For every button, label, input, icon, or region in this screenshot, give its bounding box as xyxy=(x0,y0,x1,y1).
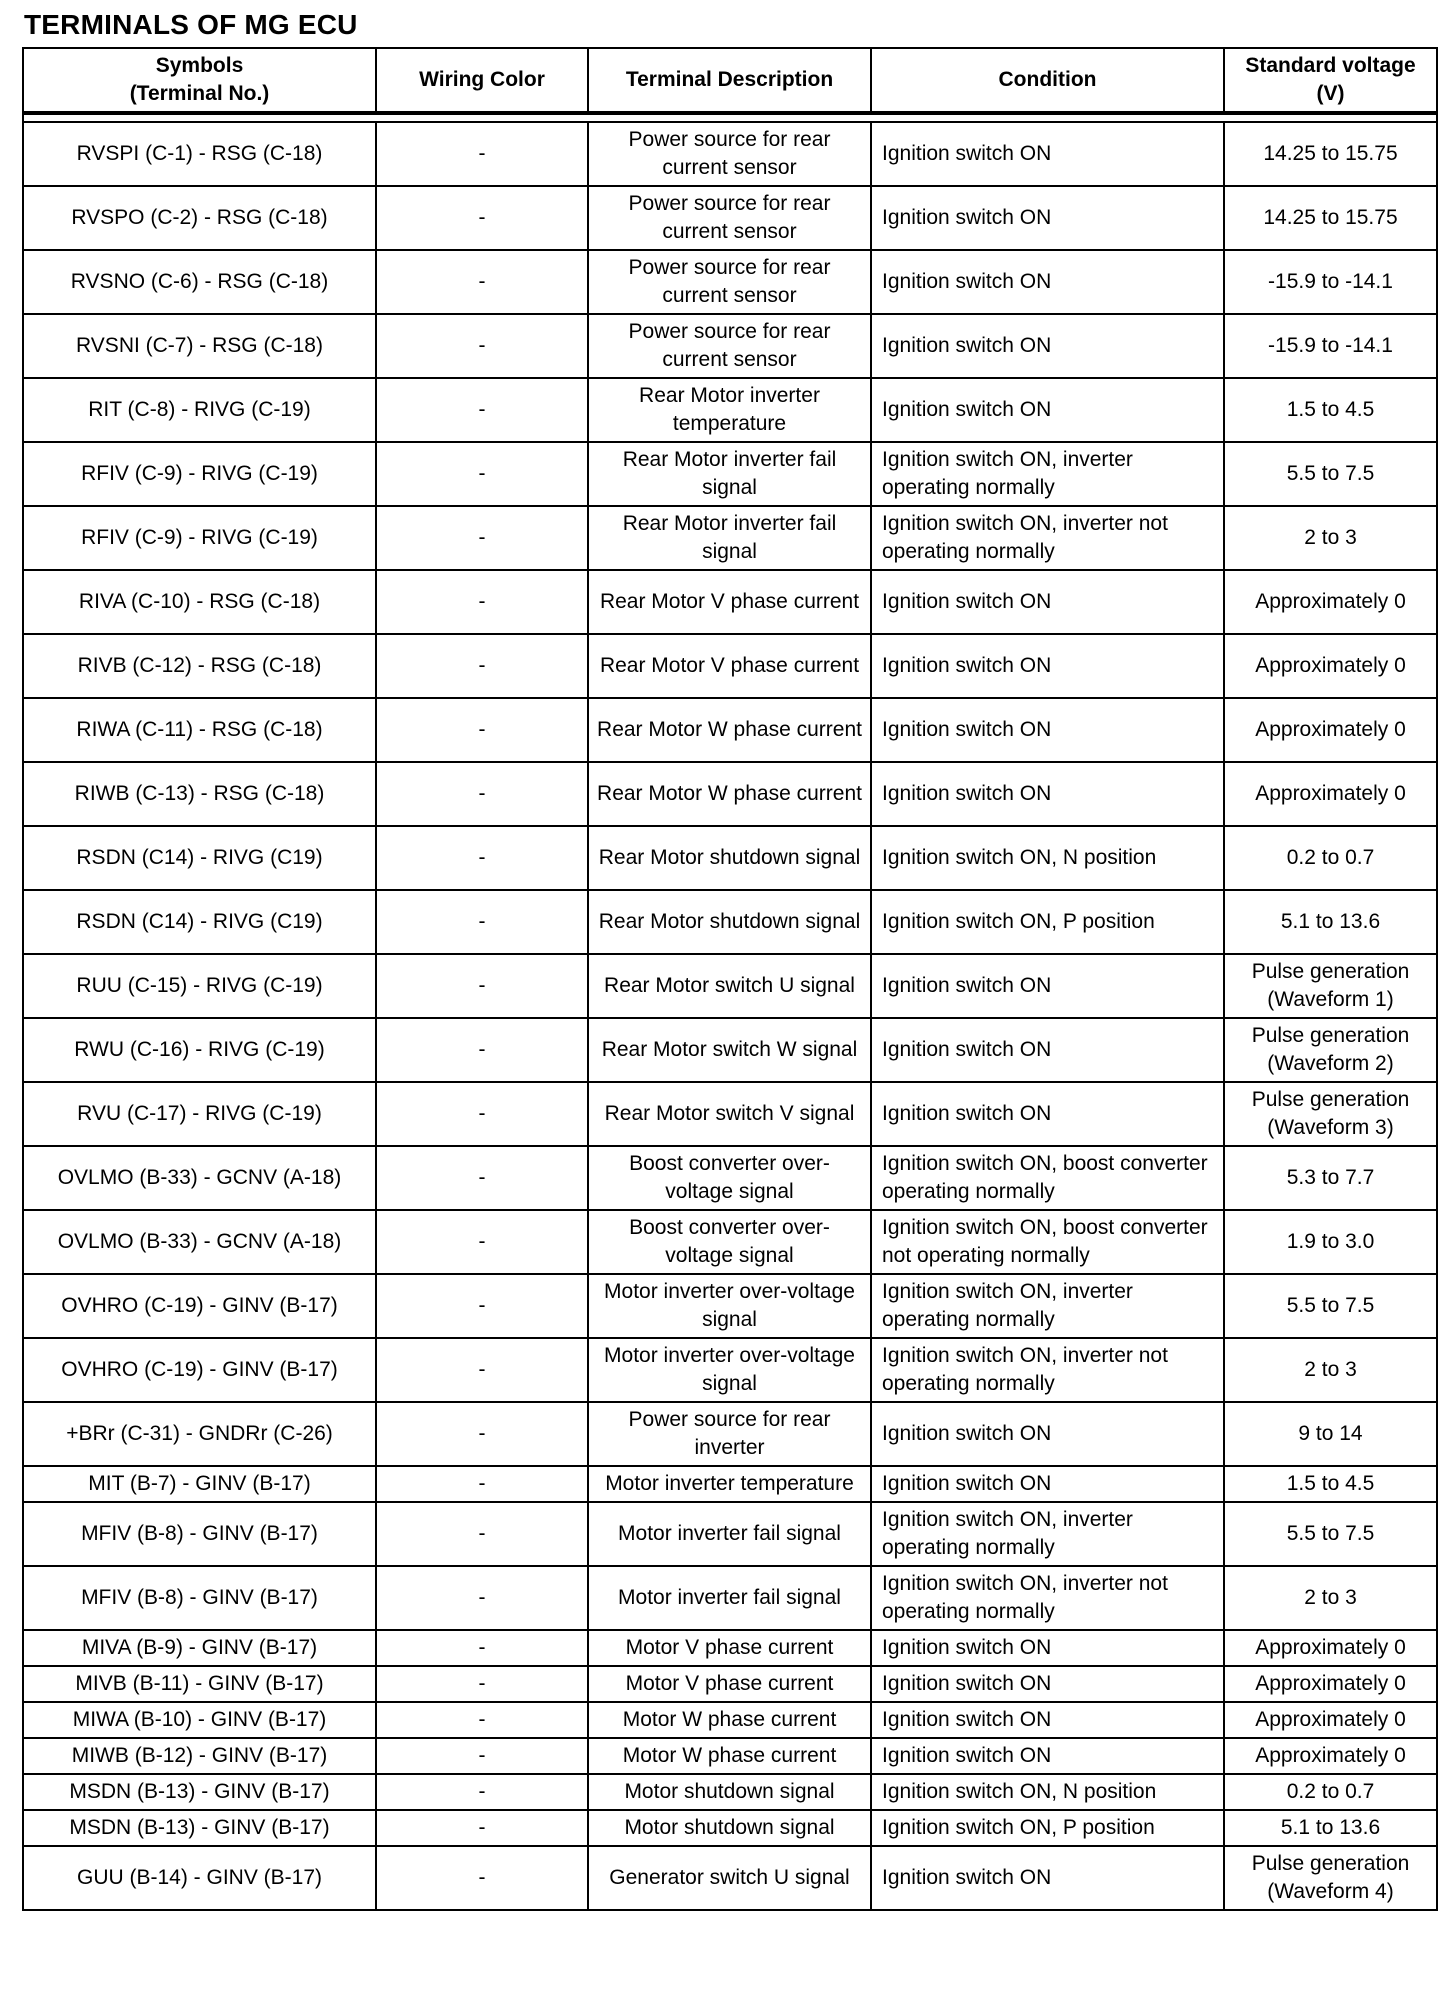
cell-wiring-color: - xyxy=(376,1846,588,1910)
cell-wiring-color: - xyxy=(376,1702,588,1738)
cell-description: Rear Motor switch U signal xyxy=(588,954,871,1018)
table-row xyxy=(23,1630,1437,1666)
cell-description: Motor inverter over-voltage signal xyxy=(588,1338,871,1402)
cell-wiring-color: - xyxy=(376,1666,588,1702)
cell-voltage: Pulse generation (Waveform 2) xyxy=(1224,1018,1437,1082)
cell-symbol: RIVA (C-10) - RSG (C-18) xyxy=(23,570,376,634)
cell-condition: Ignition switch ON xyxy=(871,1018,1224,1082)
cell-voltage: 2 to 3 xyxy=(1224,1566,1437,1630)
table-row xyxy=(23,1338,1437,1402)
cell-condition: Ignition switch ON, N position xyxy=(871,826,1224,890)
cell-condition: Ignition switch ON xyxy=(871,378,1224,442)
table-row xyxy=(23,314,1437,378)
cell-wiring-color: - xyxy=(376,122,588,186)
cell-description: Rear Motor inverter temperature xyxy=(588,378,871,442)
cell-condition: Ignition switch ON, P position xyxy=(871,1810,1224,1846)
cell-wiring-color: - xyxy=(376,1566,588,1630)
table-row xyxy=(23,1402,1437,1466)
cell-symbol: MFIV (B-8) - GINV (B-17) xyxy=(23,1566,376,1630)
table-row xyxy=(23,634,1437,698)
cell-voltage: Approximately 0 xyxy=(1224,698,1437,762)
table-row xyxy=(23,1274,1437,1338)
cell-condition: Ignition switch ON xyxy=(871,1666,1224,1702)
cell-symbol: RSDN (C14) - RIVG (C19) xyxy=(23,890,376,954)
cell-condition: Ignition switch ON xyxy=(871,1402,1224,1466)
cell-symbol: GUU (B-14) - GINV (B-17) xyxy=(23,1846,376,1910)
cell-voltage: 5.1 to 13.6 xyxy=(1224,1810,1437,1846)
cell-wiring-color: - xyxy=(376,1810,588,1846)
cell-description: Motor V phase current xyxy=(588,1666,871,1702)
cell-voltage: 5.5 to 7.5 xyxy=(1224,1274,1437,1338)
cell-description: Rear Motor W phase current xyxy=(588,762,871,826)
cell-description: Power source for rear inverter xyxy=(588,1402,871,1466)
cell-description: Motor inverter temperature xyxy=(588,1466,871,1502)
table-row xyxy=(23,1846,1437,1910)
cell-voltage: 5.1 to 13.6 xyxy=(1224,890,1437,954)
cell-description: Motor W phase current xyxy=(588,1702,871,1738)
cell-symbol: MSDN (B-13) - GINV (B-17) xyxy=(23,1774,376,1810)
cell-wiring-color: - xyxy=(376,570,588,634)
cell-voltage: 9 to 14 xyxy=(1224,1402,1437,1466)
table-row xyxy=(23,1566,1437,1630)
table-row xyxy=(23,250,1437,314)
cell-condition: Ignition switch ON xyxy=(871,570,1224,634)
cell-wiring-color: - xyxy=(376,1210,588,1274)
cell-condition: Ignition switch ON xyxy=(871,1702,1224,1738)
cell-symbol: RSDN (C14) - RIVG (C19) xyxy=(23,826,376,890)
cell-symbol: RUU (C-15) - RIVG (C-19) xyxy=(23,954,376,1018)
cell-condition: Ignition switch ON xyxy=(871,1738,1224,1774)
cell-symbol: RWU (C-16) - RIVG (C-19) xyxy=(23,1018,376,1082)
cell-wiring-color: - xyxy=(376,442,588,506)
header-wiring-color: Wiring Color xyxy=(376,48,588,113)
cell-condition: Ignition switch ON xyxy=(871,762,1224,826)
cell-description: Motor inverter fail signal xyxy=(588,1566,871,1630)
cell-condition: Ignition switch ON, inverter not operating normally xyxy=(871,1566,1224,1630)
table-row xyxy=(23,1666,1437,1702)
cell-description: Generator switch U signal xyxy=(588,1846,871,1910)
cell-symbol: RVU (C-17) - RIVG (C-19) xyxy=(23,1082,376,1146)
cell-wiring-color: - xyxy=(376,1502,588,1566)
cell-wiring-color: - xyxy=(376,186,588,250)
header-spacer xyxy=(23,113,1437,122)
table-header-row xyxy=(23,48,1437,113)
cell-condition: Ignition switch ON, inverter operating normally xyxy=(871,442,1224,506)
cell-voltage: 5.3 to 7.7 xyxy=(1224,1146,1437,1210)
cell-description: Motor inverter fail signal xyxy=(588,1502,871,1566)
cell-description: Rear Motor V phase current xyxy=(588,570,871,634)
cell-description: Rear Motor inverter fail signal xyxy=(588,442,871,506)
cell-voltage: Approximately 0 xyxy=(1224,1738,1437,1774)
cell-condition: Ignition switch ON, inverter not operating normally xyxy=(871,1338,1224,1402)
cell-condition: Ignition switch ON, boost converter operating normally xyxy=(871,1146,1224,1210)
header-terminal-description: Terminal Description xyxy=(588,48,871,113)
cell-wiring-color: - xyxy=(376,1402,588,1466)
cell-symbol: RIWA (C-11) - RSG (C-18) xyxy=(23,698,376,762)
cell-wiring-color: - xyxy=(376,1630,588,1666)
table-row xyxy=(23,1702,1437,1738)
cell-description: Rear Motor W phase current xyxy=(588,698,871,762)
cell-description: Motor shutdown signal xyxy=(588,1774,871,1810)
cell-voltage: 1.9 to 3.0 xyxy=(1224,1210,1437,1274)
cell-wiring-color: - xyxy=(376,890,588,954)
cell-description: Rear Motor shutdown signal xyxy=(588,826,871,890)
cell-description: Power source for rear current sensor xyxy=(588,122,871,186)
cell-condition: Ignition switch ON xyxy=(871,1846,1224,1910)
cell-voltage: Approximately 0 xyxy=(1224,1702,1437,1738)
cell-wiring-color: - xyxy=(376,1146,588,1210)
cell-symbol: MIVA (B-9) - GINV (B-17) xyxy=(23,1630,376,1666)
cell-symbol: RVSNI (C-7) - RSG (C-18) xyxy=(23,314,376,378)
cell-description: Motor W phase current xyxy=(588,1738,871,1774)
cell-wiring-color: - xyxy=(376,1774,588,1810)
cell-description: Rear Motor inverter fail signal xyxy=(588,506,871,570)
cell-condition: Ignition switch ON xyxy=(871,698,1224,762)
table-row xyxy=(23,186,1437,250)
cell-wiring-color: - xyxy=(376,762,588,826)
cell-condition: Ignition switch ON xyxy=(871,1082,1224,1146)
cell-condition: Ignition switch ON, boost converter not operating normally xyxy=(871,1210,1224,1274)
cell-symbol: OVHRO (C-19) - GINV (B-17) xyxy=(23,1274,376,1338)
cell-condition: Ignition switch ON xyxy=(871,250,1224,314)
cell-description: Motor shutdown signal xyxy=(588,1810,871,1846)
cell-voltage: 0.2 to 0.7 xyxy=(1224,826,1437,890)
table-row xyxy=(23,762,1437,826)
cell-condition: Ignition switch ON xyxy=(871,954,1224,1018)
cell-wiring-color: - xyxy=(376,1018,588,1082)
cell-voltage: 5.5 to 7.5 xyxy=(1224,442,1437,506)
cell-wiring-color: - xyxy=(376,378,588,442)
cell-condition: Ignition switch ON xyxy=(871,186,1224,250)
cell-wiring-color: - xyxy=(376,698,588,762)
table-row xyxy=(23,506,1437,570)
cell-description: Rear Motor switch W signal xyxy=(588,1018,871,1082)
table-row xyxy=(23,1810,1437,1846)
cell-voltage: 5.5 to 7.5 xyxy=(1224,1502,1437,1566)
cell-wiring-color: - xyxy=(376,954,588,1018)
cell-condition: Ignition switch ON xyxy=(871,314,1224,378)
cell-description: Boost converter over-voltage signal xyxy=(588,1210,871,1274)
cell-description: Rear Motor shutdown signal xyxy=(588,890,871,954)
header-symbols-line1: Symbols xyxy=(155,54,244,77)
cell-wiring-color: - xyxy=(376,826,588,890)
cell-description: Motor inverter over-voltage signal xyxy=(588,1274,871,1338)
table-row xyxy=(23,954,1437,1018)
header-voltage-line2: (V) xyxy=(1316,82,1345,105)
cell-condition: Ignition switch ON, P position xyxy=(871,890,1224,954)
cell-voltage: -15.9 to -14.1 xyxy=(1224,314,1437,378)
cell-symbol: OVHRO (C-19) - GINV (B-17) xyxy=(23,1338,376,1402)
cell-symbol: OVLMO (B-33) - GCNV (A-18) xyxy=(23,1146,376,1210)
cell-condition: Ignition switch ON xyxy=(871,634,1224,698)
cell-symbol: RVSPI (C-1) - RSG (C-18) xyxy=(23,122,376,186)
table-row xyxy=(23,1738,1437,1774)
cell-symbol: MIWA (B-10) - GINV (B-17) xyxy=(23,1702,376,1738)
header-standard-voltage xyxy=(1224,48,1437,113)
cell-description: Rear Motor switch V signal xyxy=(588,1082,871,1146)
table-row xyxy=(23,890,1437,954)
cell-voltage: 1.5 to 4.5 xyxy=(1224,1466,1437,1502)
cell-voltage: Pulse generation (Waveform 3) xyxy=(1224,1082,1437,1146)
cell-symbol: RIVB (C-12) - RSG (C-18) xyxy=(23,634,376,698)
terminals-table xyxy=(22,47,1438,1911)
table-row xyxy=(23,122,1437,186)
cell-wiring-color: - xyxy=(376,506,588,570)
cell-voltage: -15.9 to -14.1 xyxy=(1224,250,1437,314)
cell-description: Power source for rear current sensor xyxy=(588,314,871,378)
cell-wiring-color: - xyxy=(376,1274,588,1338)
cell-wiring-color: - xyxy=(376,250,588,314)
cell-condition: Ignition switch ON, inverter operating normally xyxy=(871,1274,1224,1338)
cell-symbol: RVSNO (C-6) - RSG (C-18) xyxy=(23,250,376,314)
table-row xyxy=(23,1502,1437,1566)
cell-voltage: Approximately 0 xyxy=(1224,1630,1437,1666)
cell-description: Rear Motor V phase current xyxy=(588,634,871,698)
cell-wiring-color: - xyxy=(376,1338,588,1402)
cell-voltage: 14.25 to 15.75 xyxy=(1224,122,1437,186)
cell-voltage: 0.2 to 0.7 xyxy=(1224,1774,1437,1810)
cell-voltage: Approximately 0 xyxy=(1224,634,1437,698)
cell-symbol: RFIV (C-9) - RIVG (C-19) xyxy=(23,506,376,570)
cell-symbol: RVSPO (C-2) - RSG (C-18) xyxy=(23,186,376,250)
header-symbols xyxy=(23,48,376,113)
header-voltage-line1: Standard voltage xyxy=(1245,54,1416,77)
header-condition: Condition xyxy=(871,48,1224,113)
cell-voltage: Approximately 0 xyxy=(1224,1666,1437,1702)
cell-voltage: 2 to 3 xyxy=(1224,506,1437,570)
cell-condition: Ignition switch ON, N position xyxy=(871,1774,1224,1810)
cell-voltage: 14.25 to 15.75 xyxy=(1224,186,1437,250)
cell-symbol: MFIV (B-8) - GINV (B-17) xyxy=(23,1502,376,1566)
cell-voltage: 1.5 to 4.5 xyxy=(1224,378,1437,442)
table-row xyxy=(23,1018,1437,1082)
table-row xyxy=(23,442,1437,506)
cell-voltage: Approximately 0 xyxy=(1224,570,1437,634)
table-row xyxy=(23,1082,1437,1146)
cell-description: Power source for rear current sensor xyxy=(588,186,871,250)
cell-symbol: RFIV (C-9) - RIVG (C-19) xyxy=(23,442,376,506)
cell-description: Power source for rear current sensor xyxy=(588,250,871,314)
cell-wiring-color: - xyxy=(376,1738,588,1774)
header-symbols-line2: (Terminal No.) xyxy=(129,82,270,105)
cell-wiring-color: - xyxy=(376,1082,588,1146)
cell-voltage: Pulse generation (Waveform 4) xyxy=(1224,1846,1437,1910)
cell-condition: Ignition switch ON xyxy=(871,122,1224,186)
cell-description: Motor V phase current xyxy=(588,1630,871,1666)
cell-voltage: 2 to 3 xyxy=(1224,1338,1437,1402)
cell-condition: Ignition switch ON xyxy=(871,1466,1224,1502)
cell-description: Boost converter over-voltage signal xyxy=(588,1146,871,1210)
cell-condition: Ignition switch ON, inverter not operating normally xyxy=(871,506,1224,570)
cell-condition: Ignition switch ON xyxy=(871,1630,1224,1666)
cell-condition: Ignition switch ON, inverter operating normally xyxy=(871,1502,1224,1566)
cell-symbol: RIT (C-8) - RIVG (C-19) xyxy=(23,378,376,442)
table-row xyxy=(23,1774,1437,1810)
cell-wiring-color: - xyxy=(376,314,588,378)
page-title: TERMINALS OF MG ECU xyxy=(24,9,358,40)
cell-voltage: Pulse generation (Waveform 1) xyxy=(1224,954,1437,1018)
cell-symbol: MIVB (B-11) - GINV (B-17) xyxy=(23,1666,376,1702)
cell-symbol: +BRr (C-31) - GNDRr (C-26) xyxy=(23,1402,376,1466)
cell-wiring-color: - xyxy=(376,634,588,698)
table-row xyxy=(23,1146,1437,1210)
table-row xyxy=(23,570,1437,634)
table-row xyxy=(23,378,1437,442)
cell-symbol: OVLMO (B-33) - GCNV (A-18) xyxy=(23,1210,376,1274)
cell-symbol: MIWB (B-12) - GINV (B-17) xyxy=(23,1738,376,1774)
cell-voltage: Approximately 0 xyxy=(1224,762,1437,826)
table-row xyxy=(23,1210,1437,1274)
cell-symbol: MIT (B-7) - GINV (B-17) xyxy=(23,1466,376,1502)
cell-symbol: MSDN (B-13) - GINV (B-17) xyxy=(23,1810,376,1846)
table-row xyxy=(23,826,1437,890)
table-row xyxy=(23,1466,1437,1502)
cell-symbol: RIWB (C-13) - RSG (C-18) xyxy=(23,762,376,826)
table-row xyxy=(23,698,1437,762)
cell-wiring-color: - xyxy=(376,1466,588,1502)
